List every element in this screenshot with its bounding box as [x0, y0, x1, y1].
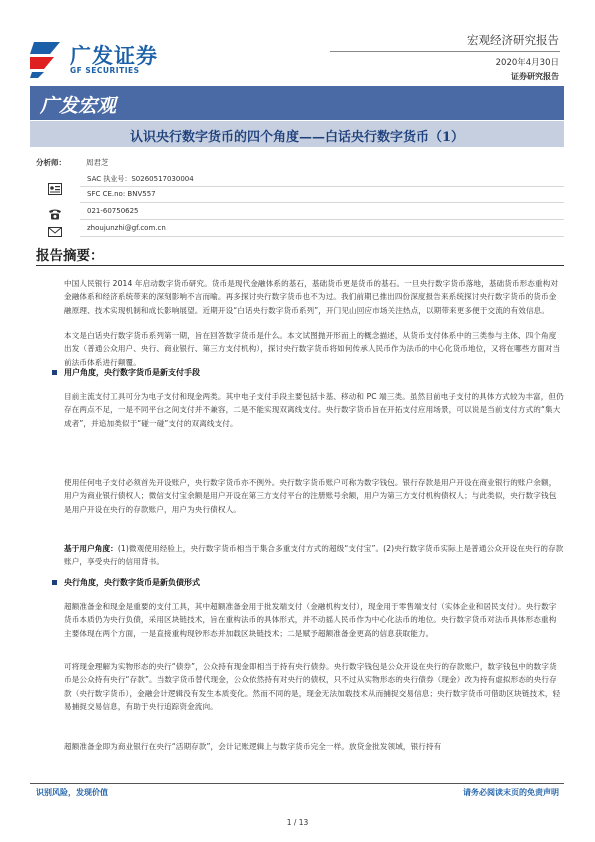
analyst-divider — [80, 202, 564, 203]
header-divider — [330, 51, 560, 52]
summary-paragraph: 超额准备金和现金是重要的支付工具，其中超额准备金用于批发端支付（金融机构支付），现金用于零售端支付（实体企业和居民支付）。央行数字货币本质仍为央行负债，采用区块链技术，旨在重构法币的具体形式，并不动摇人民币作为中心化法币的地位。央行数字货币对法币具体形态重构主要体现在两个方面，一是直接重构现钞形态并加载区块链技术；二是赋予超额准备金更高的信息获取能力。 — [64, 602, 557, 638]
bullet-icon — [52, 580, 57, 585]
footer-slogan: 识别风险，发现价值 — [36, 788, 108, 797]
summary-heading: 报告摘要： — [36, 248, 104, 264]
summary-divider — [36, 265, 564, 266]
summary-paragraph — [64, 542, 564, 569]
summary-paragraph: 目前主流支付工具可分为电子支付和现金两类。其中电子支付手段主要包括卡基、移动和 PC 端三类。虽然目前电子支付的具体方式较为丰富，但仍存在两点不足，一是不同平台之间支付并不兼容，二是不能实现双离线支付。央行数字货币旨在开拓支付应用场景，可以说是当前支付方式的“集大成者”，并追加类似于“碰一碰”支付的双离线支付。 — [64, 392, 564, 428]
phone-icon — [48, 205, 62, 217]
summary-paragraph: 中国人民银行 2014 年启动数字货币研究。货币是现代金融体系的基石，基础货币更是货币的基石。一旦央行数字货币落地，基础货币形态重构对金融体系和经济系统带来的深刻影响不言而喻。再多探讨央行数字货币也不为过。我们前期已推出四份深度报告来系统探讨央行数字货币的货币金融原理、技术实现机制和成长影响展望。近期开设“白话央行数字货币系列”，开门见山回应市场关注热点，以期带来更多便于交流的有效信息。 — [64, 279, 559, 315]
logo-english: GF SECURITIES — [70, 66, 140, 75]
analyst-name: 周君芝 — [86, 158, 109, 167]
summary-paragraph: 使用任何电子支付必须首先开设账户，央行数字货币亦不例外。央行数字货币账户可称为数字钱包。银行存款是用户开设在商业银行的账户余额，用户为商业银行债权人；微信支付宝余额是用户开设在第三方支付平台的注册账号余额，用户为第三方支付机构债权人；与此类似，央行数字钱包是用户开设在央行的存款账户，用户为央行债权人。 — [64, 478, 557, 514]
id-card-icon — [48, 180, 62, 192]
analyst-divider — [80, 219, 564, 220]
paragraph-lead: 基于用户角度： — [64, 544, 118, 553]
report-date: 2020年4月30日 — [495, 58, 559, 68]
summary-paragraph: 本文是白话央行数字货币系列第一期，旨在回答数字货币是什么。本文试图抛开形而上的概念描述，从货币支付体系中的三类参与主体、四个角度出发（普通公众用户、央行、商业银行、第三方支付机构），探讨央行数字货币将如何传承人民币作为法币的中心化货币地位，又将在哪些方面对当前法币体系进行颠覆。 — [64, 331, 561, 367]
page-number: 1 / 13 — [286, 818, 309, 827]
section-heading-user: 用户角度，央行数字货币是新支付手段 — [64, 368, 200, 377]
footer-disclaimer: 请务必阅读末页的免责声明 — [463, 788, 559, 797]
paragraph-body: (1)微观使用经验上，央行数字货币相当于集合多重支付方式的超级“支付宝”。(2)央行数字货币实际上是普通公众开设在央行的存款账户，享受央行的信用背书。 — [64, 544, 564, 567]
footer-divider — [30, 783, 564, 784]
logo-mark-icon — [30, 40, 66, 78]
analyst-sac: SAC 执业号：S0260517030004 — [87, 175, 194, 183]
analyst-sfc: SFC CE.no: BNV557 — [87, 190, 156, 198]
analyst-email: zhoujunzhi@gf.com.cn — [87, 224, 166, 232]
company-logo — [30, 38, 162, 82]
analyst-divider — [80, 186, 564, 187]
banner-section-title: 广发宏观 — [40, 95, 117, 117]
report-title: 认识央行数字货币的四个角度——白话央行数字货币（1） — [129, 130, 465, 145]
email-icon — [48, 223, 62, 235]
summary-paragraph: 可将现金理解为实物形态的央行“债券”，公众持有现金即相当于持有央行债券。央行数字钱包是公众开设在央行的存款账户，数字钱包中的数字货币是公众持有央行“存款”。当数字货币替代现金，公众依然持有对央行的债权，只不过从实物形态的央行债券（现金）改为持有虚拟形态的央行存款（央行数字货币），金融会计逻辑没有发生本质变化。然而不同的是，现金无法加载技术从而捕捉交易信息；央行数字货币可借助区块链技术，轻易捕捉交易信息，有助于央行追踪资金流向。 — [64, 662, 561, 711]
analyst-phone: 021-60750625 — [87, 207, 139, 215]
analyst-label: 分析师： — [36, 158, 66, 167]
report-type: 宏观经济研究报告 — [467, 33, 559, 47]
report-category: 证券研究报告 — [511, 72, 559, 81]
section-heading-central-bank: 央行角度，央行数字货币是新负债形式 — [64, 578, 200, 587]
analyst-divider — [80, 236, 564, 237]
bullet-icon — [52, 370, 57, 375]
summary-paragraph: 超额准备金即为商业银行在央行“活期存款”，会计记账逻辑上与数字货币完全一样。放贷金批发领域，银行持有 — [64, 742, 442, 751]
logo-name: 广发证券 — [70, 44, 158, 68]
